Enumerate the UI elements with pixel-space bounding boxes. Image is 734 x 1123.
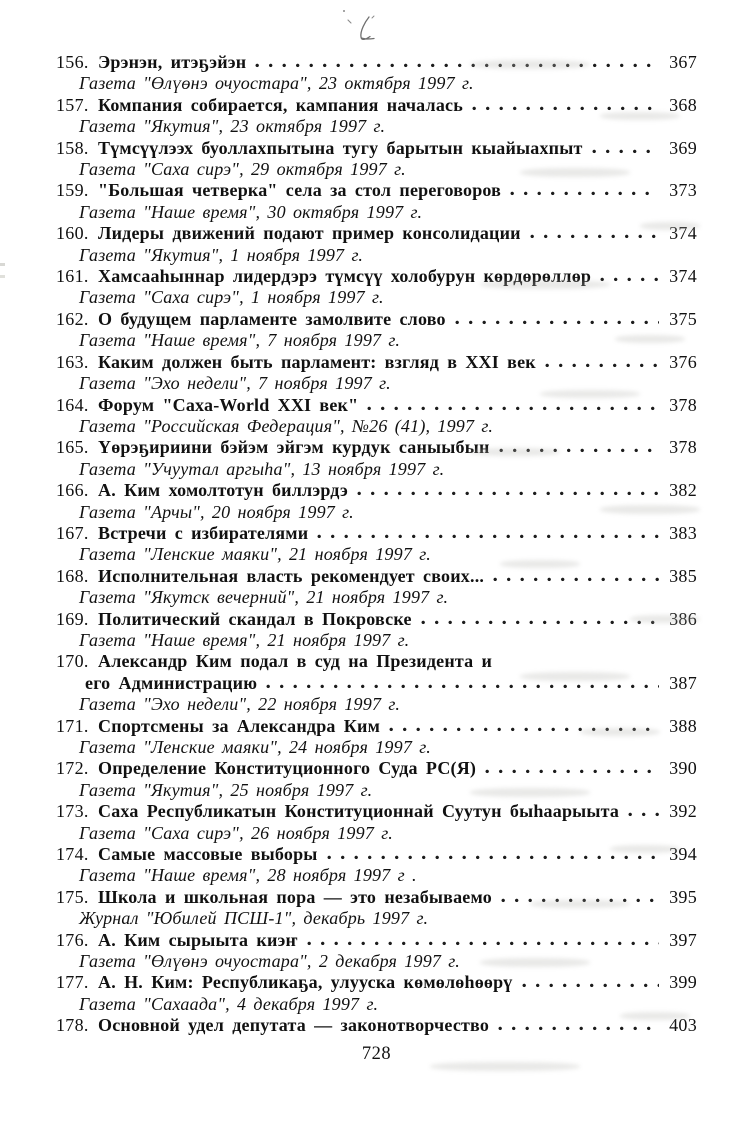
entry-number: 158.: [56, 137, 89, 158]
entry-source: Газета "Саха сирэ", 1 ноября 1997 г.: [79, 287, 384, 308]
toc-entry: [56, 223, 697, 266]
entry-source: Газета "Якутия", 1 ноября 1997 г.: [79, 244, 364, 265]
toc-title-line: [56, 180, 697, 201]
entry-title: Определение Конституционного Суда РС(Я): [98, 758, 477, 779]
entry-title: Политический скандал в Покровске: [98, 608, 412, 629]
entry-source: Газета "Өлүөнэ очуостара", 2 декабря 1997 г.: [79, 951, 460, 972]
entry-number: 177.: [56, 972, 89, 993]
toc-title-continuation-line: [56, 673, 697, 694]
toc-entry: [56, 887, 697, 930]
toc-entry: [56, 52, 697, 95]
dot-leader: [499, 448, 659, 453]
entry-source: Газета "Учуутал аргыһа", 13 ноября 1997 г.: [79, 458, 445, 479]
entry-number: 164.: [56, 394, 89, 415]
page-number-footer: 728: [361, 1043, 392, 1064]
entry-source: Газета "Саха сирэ", 29 октября 1997 г.: [79, 159, 406, 180]
entry-page-number: 397: [669, 929, 697, 950]
toc-source-line: [56, 587, 697, 608]
entry-number: 168.: [56, 565, 89, 586]
toc-entry: [56, 801, 697, 844]
toc-source-line: [56, 202, 697, 223]
entry-source: Газета "Ленские маяки", 21 ноября 1997 г.: [79, 544, 431, 565]
entry-number: 162.: [56, 308, 89, 329]
toc-entry: [56, 930, 697, 973]
dot-leader: [357, 491, 659, 496]
entry-title: Хамсааһыннар лидердэрэ түмсүү холобурун көрдөрөллөр: [98, 266, 592, 287]
entry-number: 167.: [56, 522, 89, 543]
entry-source: Газета "Эхо недели", 7 ноября 1997 г.: [79, 373, 391, 394]
toc-title-line: [56, 801, 697, 822]
toc-source-line: [56, 994, 697, 1015]
dot-leader: [472, 106, 659, 111]
toc-title-line: [56, 223, 697, 244]
entry-source: Газета "Наше время", 21 ноября 1997 г.: [79, 629, 410, 650]
dot-leader: [421, 620, 659, 625]
dot-leader: [317, 534, 659, 539]
dot-leader: [493, 577, 659, 582]
entry-page-number: 378: [669, 437, 697, 458]
toc-title-line: [56, 972, 697, 993]
toc-entry: [56, 95, 697, 138]
entry-source: Журнал "Юбилей ПСШ-1", декабрь 1997 г.: [79, 908, 429, 929]
toc-title-line: [56, 566, 697, 587]
toc-source-line: [56, 630, 697, 651]
entry-title: А. Ким хомолтотун биллэрдэ: [98, 480, 349, 501]
toc-entry: [56, 609, 697, 652]
entry-title: Исполнительная власть рекомендует своих...: [98, 565, 485, 586]
entry-source: Газета "Якутия", 23 октября 1997 г.: [79, 116, 386, 137]
entry-number: 176.: [56, 929, 89, 950]
dot-leader: [510, 191, 659, 196]
toc-entry: [56, 716, 697, 759]
toc-entry: [56, 437, 697, 480]
entry-page-number: 388: [669, 715, 697, 736]
entry-number: 173.: [56, 801, 89, 822]
entry-page-number: 375: [669, 308, 697, 329]
entry-title: А. Н. Ким: Республикаҕа, улууска көмөлөһөөрү: [98, 972, 513, 993]
entry-page-number: 383: [669, 522, 697, 543]
entry-page-number: 399: [669, 972, 697, 993]
toc-title-line: [56, 716, 697, 737]
toc-title-line: [56, 930, 697, 951]
entry-page-number: 367: [669, 52, 697, 72]
toc-entry: [56, 309, 697, 352]
entry-title: "Большая четверка" села за стол переговоров: [98, 180, 502, 201]
entry-source: Газета "Якутск вечерний", 21 ноября 1997 г.: [79, 587, 449, 608]
toc-source-line: [56, 245, 697, 266]
dot-leader: [327, 855, 659, 860]
dot-leader: [600, 277, 659, 282]
entry-title: Үөрэҕириини бэйэм эйгэм курдук саныыбын: [98, 437, 490, 458]
entry-source: Газета "Арчы", 20 ноября 1997 г.: [79, 501, 354, 522]
entry-title: Лидеры движений подают пример консолидации: [98, 223, 521, 244]
toc-entry: [56, 138, 697, 181]
toc-source-line: [56, 865, 697, 886]
dot-leader: [498, 1026, 659, 1031]
entry-number: 161.: [56, 266, 89, 287]
toc-source-line: [56, 459, 697, 480]
toc-source-line: [56, 287, 697, 308]
entry-title: Основной удел депутата — законотворчество: [98, 1015, 490, 1036]
entry-number: 175.: [56, 886, 89, 907]
entry-title: Каким должен быть парламент: взгляд в XXI век: [98, 351, 536, 372]
toc-entry: [56, 180, 697, 223]
entry-title: Самые массовые выборы: [98, 844, 318, 865]
entry-number: 166.: [56, 480, 89, 501]
entry-page-number: 395: [669, 886, 697, 907]
toc-entry: [56, 523, 697, 566]
entry-page-number: 374: [669, 266, 697, 287]
toc-title-line: [56, 395, 697, 416]
toc-title-line: [56, 480, 697, 501]
entry-page-number: 374: [669, 223, 697, 244]
entry-source: Газета "Ленские маяки", 24 ноября 1997 г.: [79, 737, 431, 757]
entry-source: Газета "Сахаада", 4 декабря 1997 г.: [79, 993, 379, 1014]
dot-leader: [592, 149, 659, 154]
dot-leader: [522, 983, 659, 988]
entry-title: Спортсмены за Александра Ким: [98, 715, 381, 736]
toc-entry: [56, 972, 697, 1015]
toc-entry: [56, 566, 697, 609]
entry-number: 172.: [56, 758, 89, 779]
toc-title-line: [56, 309, 697, 330]
entry-page-number: 368: [669, 94, 697, 115]
entry-page-number: 387: [669, 672, 697, 693]
entry-source: Газета "Российская Федерация", №26 (41), 1997 г.: [79, 415, 494, 436]
toc-source-line: [56, 780, 697, 801]
toc-title-line: [56, 95, 697, 116]
entry-title: Компания собирается, кампания началась: [98, 94, 463, 115]
toc-source-line: [56, 908, 697, 929]
dot-leader: [367, 406, 659, 411]
entry-page-number: 386: [669, 608, 697, 629]
toc-entry: [56, 266, 697, 309]
toc-entry: [56, 651, 697, 715]
toc-entry: [56, 1015, 697, 1036]
entry-title: А. Ким сырыыта киэҥ: [98, 929, 298, 950]
entry-number: 156.: [56, 52, 89, 72]
entry-number: 163.: [56, 351, 89, 372]
entry-title-continuation: его Администрацию: [85, 672, 258, 693]
entry-title: Форум "Саха-World XXI век": [98, 394, 359, 415]
entry-number: 157.: [56, 94, 89, 115]
toc-source-line: [56, 159, 697, 180]
entry-page-number: 385: [669, 565, 697, 586]
toc-source-line: [56, 823, 697, 844]
toc-title-line: [56, 523, 697, 544]
toc-source-line: [56, 416, 697, 437]
toc-title-line: [56, 352, 697, 373]
dot-leader: [628, 812, 659, 817]
dot-leader: [455, 320, 659, 325]
entry-number: 165.: [56, 437, 89, 458]
toc-title-line: [56, 758, 697, 779]
entry-number: 171.: [56, 715, 89, 736]
toc-source-line: [56, 373, 697, 394]
toc-source-line: [56, 73, 697, 94]
entry-number: 178.: [56, 1015, 89, 1036]
entry-title: Встречи с избирателями: [98, 522, 309, 543]
toc-entry: [56, 844, 697, 887]
entry-page-number: 373: [669, 180, 697, 201]
toc-title-line: [56, 266, 697, 287]
entry-number: 169.: [56, 608, 89, 629]
dot-leader: [545, 363, 659, 368]
entry-page-number: 382: [669, 480, 697, 501]
entry-page-number: 392: [669, 801, 697, 822]
dot-leader: [255, 63, 659, 68]
toc-title-line: [56, 651, 697, 672]
entry-title: Эрэнэн, итэҕэйэн: [98, 52, 247, 72]
entry-title: Түмсүүлээх буоллахпытына тугу барытын кыайыахпыт: [98, 137, 583, 158]
entry-source: Газета "Наше время", 7 ноября 1997 г.: [79, 330, 401, 351]
toc-entry: [56, 352, 697, 395]
entry-page-number: 378: [669, 394, 697, 415]
entry-page-number: 376: [669, 351, 697, 372]
entry-page-number: 394: [669, 844, 697, 865]
toc-source-line: [56, 544, 697, 565]
toc-source-line: [56, 116, 697, 137]
entry-number: 174.: [56, 844, 89, 865]
entry-source: Газета "Наше время", 28 ноября 1997 г .: [79, 865, 417, 886]
toc-entry: [56, 395, 697, 438]
entry-number: 170.: [56, 651, 89, 672]
entry-source: Газета "Якутия", 25 ноября 1997 г.: [79, 779, 373, 800]
toc-entry: [56, 480, 697, 523]
toc-title-line: [56, 138, 697, 159]
entry-page-number: 369: [669, 137, 697, 158]
dot-leader: [501, 898, 659, 903]
dot-leader: [389, 727, 659, 732]
entry-source: Газета "Наше время", 30 октября 1997 г.: [79, 201, 423, 222]
toc-title-line: [56, 609, 697, 630]
entry-source: Газета "Эхо недели", 22 ноября 1997 г.: [79, 694, 401, 715]
entry-page-number: 390: [669, 758, 697, 779]
dot-leader: [266, 684, 659, 689]
entry-source: Газета "Саха сирэ", 26 ноября 1997 г.: [79, 822, 393, 843]
toc-title-line: [56, 52, 697, 73]
dot-leader: [307, 941, 659, 946]
entry-title: Александр Ким подал в суд на Президента и: [98, 651, 493, 672]
toc-title-line: [56, 437, 697, 458]
toc-source-line: [56, 330, 697, 351]
toc-title-line: [56, 887, 697, 908]
entry-source: Газета "Өлүөнэ очуостара", 23 октября 1997 г.: [79, 73, 474, 94]
toc-source-line: [56, 502, 697, 523]
entry-number: 160.: [56, 223, 89, 244]
toc-entry: [56, 758, 697, 801]
dot-leader: [485, 769, 659, 774]
toc-source-line: [56, 694, 697, 715]
entry-title: О будущем парламенте замолвите слово: [98, 308, 446, 329]
toc-source-line: [56, 737, 697, 758]
toc-title-line: [56, 844, 697, 865]
dot-leader: [530, 234, 659, 239]
entry-number: 159.: [56, 180, 89, 201]
toc-title-line: [56, 1015, 697, 1036]
toc-list: [56, 52, 697, 1037]
entry-title: Саха Республикатын Конституционнай Суутун быһаарыыта: [98, 801, 620, 822]
entry-title: Школа и школьная пора — это незабываемо: [98, 886, 492, 907]
entry-page-number: 403: [669, 1015, 697, 1036]
toc-source-line: [56, 951, 697, 972]
